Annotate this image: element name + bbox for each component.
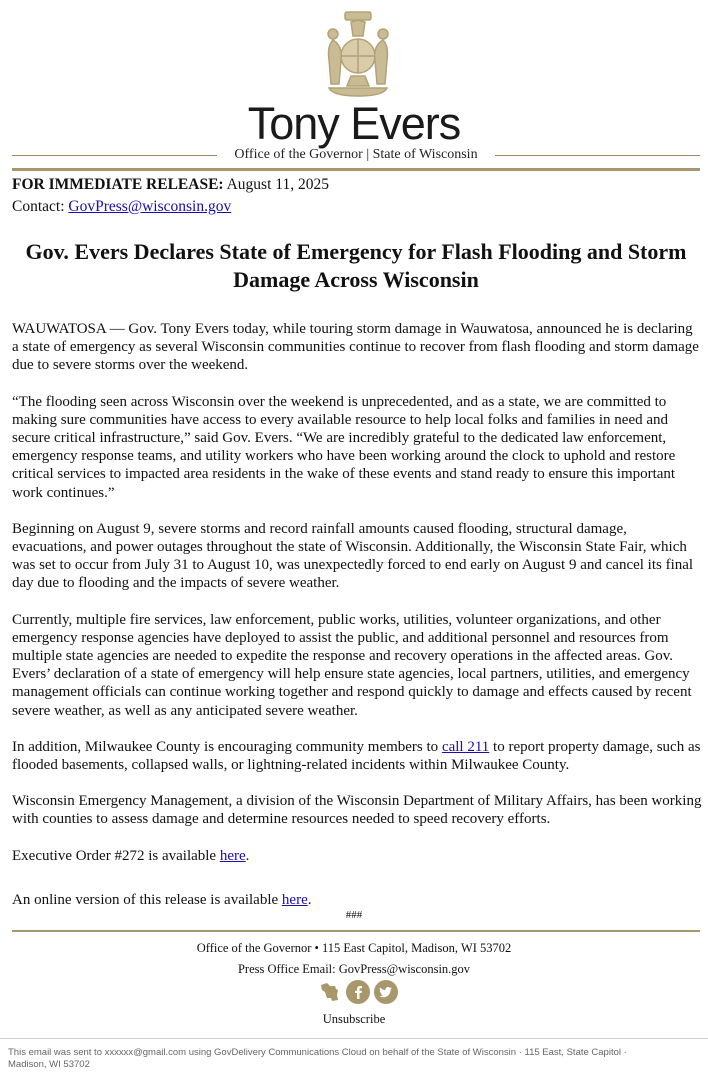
release-date: August 11, 2025 [226,176,329,193]
paragraph-text: to report property damage, such as flooded basements, collapsed walls, or lightning-related incidents within Milwaukee County. [12,738,701,774]
governor-name: Tony Evers [247,98,461,149]
contact-email-link[interactable]: GovPress@wisconsin.gov [68,198,232,215]
online-version-link[interactable]: here [281,891,308,908]
paragraph: Currently, multiple fire services, law enforcement, public works, utilities, volunteer organizations, and other emergency response agencies have deployed to assist the public, and additional personnel and resources from multiple state agencies are needed to expedite the response and recovery operations in the affected areas. Gov. Evers’ declaration of a state of emergency will help ensure state agencies, local partners, utilities, and emergency management officials can continue working together and respond quickly to damage and effects caused by recent severe weather, as well as any anticipated severe weather. [12,611,692,719]
paragraph: Wisconsin Emergency Management, a division of the Wisconsin Department of Military Affairs, has been working with counties to assess damage and determine resources needed to speed recovery efforts. [12,793,702,828]
twitter-icon[interactable] [374,980,398,1004]
office-subline [12,144,700,168]
social-icons [318,980,398,1004]
executive-order-link[interactable]: here [219,847,246,864]
divider [0,1038,708,1039]
contact-label: Contact: [12,198,65,215]
contact-line [12,196,329,218]
paragraph-text: . [307,891,312,908]
release-line [12,174,329,196]
release-body [12,320,702,927]
paragraph [12,738,702,774]
footer [0,938,708,980]
footer-press-email: Press Office Email: GovPress@wisconsin.gov [237,962,471,976]
call-211-link[interactable]: call 211 [441,738,490,755]
footer-divider [12,930,700,932]
divider [495,155,700,156]
paragraph-text: In addition, Milwaukee County is encouraging community members to [12,738,442,755]
footer-address: Office of the Governor • 115 East Capitol, Madison, WI 53702 [196,941,512,955]
wisconsin-map-icon[interactable] [318,980,342,1004]
paragraph [12,891,702,909]
facebook-icon[interactable] [346,980,370,1004]
paragraph: WAUWATOSA — Gov. Tony Evers today, while touring storm damage in Wauwatosa, announced he is declaring a state of emergency as several Wisconsin communities continue to recover from flash flooding and storm damage due to severe storms over the weekend. [12,321,699,374]
release-label: FOR IMMEDIATE RELEASE: [12,176,224,193]
header-divider [12,168,700,171]
fine-print: This email was sent to xxxxxx@gmail.com using GovDelivery Communications Cloud on behalf of the State of Wisconsin · 115 East, State Capitol · Madison, WI 53702 [8,1047,627,1070]
release-meta [12,174,329,218]
paragraph: Beginning on August 9, severe storms and record rainfall amounts caused flooding, structural damage, evacuations, and power outages throughout the state of Wisconsin. Additionally, the Wisconsin State Fair, which was set to occur from July 31 to August 10, was unexpectedly forced to end early on August 9 and cancel its final day due to flooding and the impacts of severe weather. [12,520,694,592]
paragraph-text: An online version of this release is available [12,891,282,908]
wisconsin-state-seal-icon [311,10,405,100]
paragraph [12,847,702,865]
office-line: Office of the Governor | State of Wisconsin [234,147,478,162]
paragraph: “The flooding seen across Wisconsin over the weekend is unprecedented, and as a state, we are committed to making sure communities have access to every available resource to help local folks and families in need and secure critical infrastructure,” said Gov. Evers. “We are incredibly grateful to the dedicated law enforcement, emergency response teams, and utility workers who have been working around the clock to uphold and restore critical services to impacted area residents in the wake of these events and stand ready to ensure this important work continues.” [12,393,676,501]
headline: Gov. Evers Declares State of Emergency for Flash Flooding and Storm Damage Across Wisconsin [25,239,687,292]
paragraph-text: Executive Order #272 is available [12,847,220,864]
end-mark: ### [345,909,363,921]
paragraph-text: . [245,847,250,864]
letterhead [0,0,708,175]
divider [12,155,217,156]
unsubscribe-link[interactable]: Unsubscribe [322,1012,386,1026]
